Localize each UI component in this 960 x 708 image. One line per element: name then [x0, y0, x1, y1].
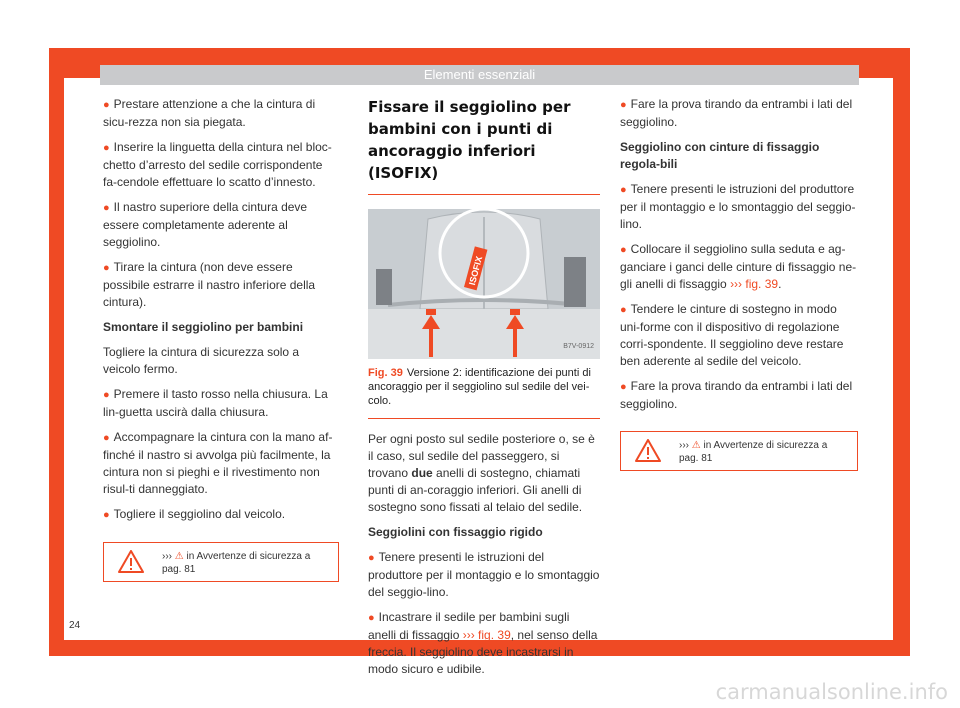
list-item: ● Tenere presenti le istruzioni del produttore per il montaggio e lo smontaggio del seggio-lino.: [620, 182, 856, 231]
figure-reference-link[interactable]: ››› fig. 39: [730, 277, 779, 291]
list-item: ● Tenere presenti le istruzioni del produttore per il montaggio e lo smontaggio del seggio-lino.: [368, 550, 600, 599]
small-warning-icon: ⚠: [174, 551, 184, 562]
warning-text[interactable]: ››› ⚠ in Avvertenze di sicurezza a pag. 81: [162, 551, 311, 575]
bullet-icon: ●: [103, 389, 110, 401]
anchor-left: [426, 309, 436, 315]
list-item: ● Prestare attenzione a che la cintura di sicu-rezza non sia piegata.: [103, 97, 316, 129]
safety-warning-box[interactable]: [103, 542, 339, 582]
isofix-label: ISOFIX: [466, 255, 485, 287]
bullet-icon: ●: [368, 552, 375, 564]
column-right: [620, 96, 858, 471]
list-item: ● Collocare il seggiolino sulla seduta e ag-ganciare i ganci delle cinture di fissaggio ne-gli anelli di fissaggio ››› fig. 39.: [620, 242, 857, 291]
list-item: ● Tirare la cintura (non deve essere possibile estrarre il nastro inferiore della cintura).: [103, 260, 316, 309]
bullet-icon: ●: [103, 99, 110, 111]
list-item: ● Premere il tasto rosso nella chiusura. La lin-guetta uscirà dalla chiusura.: [103, 387, 328, 419]
bullet-icon: ●: [103, 432, 110, 444]
bullet-icon: ●: [620, 381, 627, 393]
bullet-icon: ●: [103, 142, 110, 154]
page-number: 24: [69, 620, 81, 631]
seat-illustration: [368, 209, 600, 359]
bullet-icon: ●: [620, 304, 627, 316]
safety-warning-box[interactable]: [620, 431, 858, 471]
page-header: Elementi essenziali: [100, 65, 859, 85]
subheading: Smontare il seggiolino per bambini: [103, 320, 304, 334]
subheading: Seggiolini con fissaggio rigido: [368, 525, 543, 539]
list-item: ● Tendere le cinture di sostegno in modo uni-forme con il dispositivo di regolazione corri-spondente. Il seggiolino deve restare ben aderente al sedile del veicolo.: [620, 302, 844, 368]
bullet-icon: ●: [103, 202, 110, 214]
list-item: ● Fare la prova tirando da entrambi i lati del seggiolino.: [620, 97, 853, 129]
subheading: Seggiolino con cinture di fissaggio regola-bili: [620, 140, 820, 171]
warning-triangle-icon: [118, 550, 144, 573]
small-warning-icon: ⚠: [691, 440, 701, 451]
bullet-icon: ●: [103, 509, 110, 521]
bullet-icon: ●: [368, 612, 375, 624]
warning-text[interactable]: ››› ⚠ in Avvertenze di sicurezza a pag. 81: [679, 440, 828, 464]
watermark: carmanualsonline.info: [715, 680, 948, 704]
column-middle: [368, 96, 600, 686]
figure-code: B7V-0912: [563, 343, 594, 350]
figure-caption: Fig. 39 Versione 2: identificazione dei punti di ancoraggio per il seggiolino sul sedile del vei-colo.: [368, 366, 600, 419]
column-left: [103, 96, 339, 582]
bullet-icon: ●: [620, 99, 627, 111]
anchor-right: [510, 309, 520, 315]
figure-isofix-seat: [368, 209, 600, 359]
warning-triangle-icon: [635, 439, 661, 462]
bullet-icon: ●: [620, 184, 627, 196]
paragraph: Per ogni posto sul sedile posteriore o, se è il caso, sul sedile del passeggero, si trovano due anelli di sostegno, chiamati punti di an-coraggio inferiori. Gli anelli di sostegno sono fissati al telaio del sedile.: [368, 432, 595, 514]
list-item: ● Accompagnare la cintura con la mano af-finché il nastro si avvolga più facilmente, la cintura non si pieghi e il rivestimento non risul-ti danneggiato.: [103, 430, 333, 496]
list-item: ● Inserire la linguetta della cintura nel bloc-chetto d’arresto del sedile corrispondente fa-cendole effettuare lo scatto d’innesto.: [103, 140, 332, 189]
section-title: Fissare il seggiolino per bambini con i punti di ancoraggio inferiori (ISOFIX): [368, 96, 600, 195]
list-item: ● Incastrare il sedile per bambini sugli anelli di fissaggio ››› fig. 39, nel senso della freccia. Il seggiolino deve incastrarsi in modo sicuro e udibile.: [368, 610, 598, 676]
bullet-icon: ●: [620, 244, 627, 256]
figure-reference-link[interactable]: ››› fig. 39: [462, 628, 511, 642]
paragraph: Togliere la cintura di sicurezza solo a veicolo fermo.: [103, 345, 300, 376]
figure-number: Fig. 39: [368, 367, 403, 379]
list-item: ● Il nastro superiore della cintura deve essere completamente aderente al seggiolino.: [103, 200, 308, 249]
list-item: ● Fare la prova tirando da entrambi i lati del seggiolino.: [620, 379, 853, 411]
bullet-icon: ●: [103, 262, 110, 274]
list-item: ● Togliere il seggiolino dal veicolo.: [103, 507, 286, 521]
